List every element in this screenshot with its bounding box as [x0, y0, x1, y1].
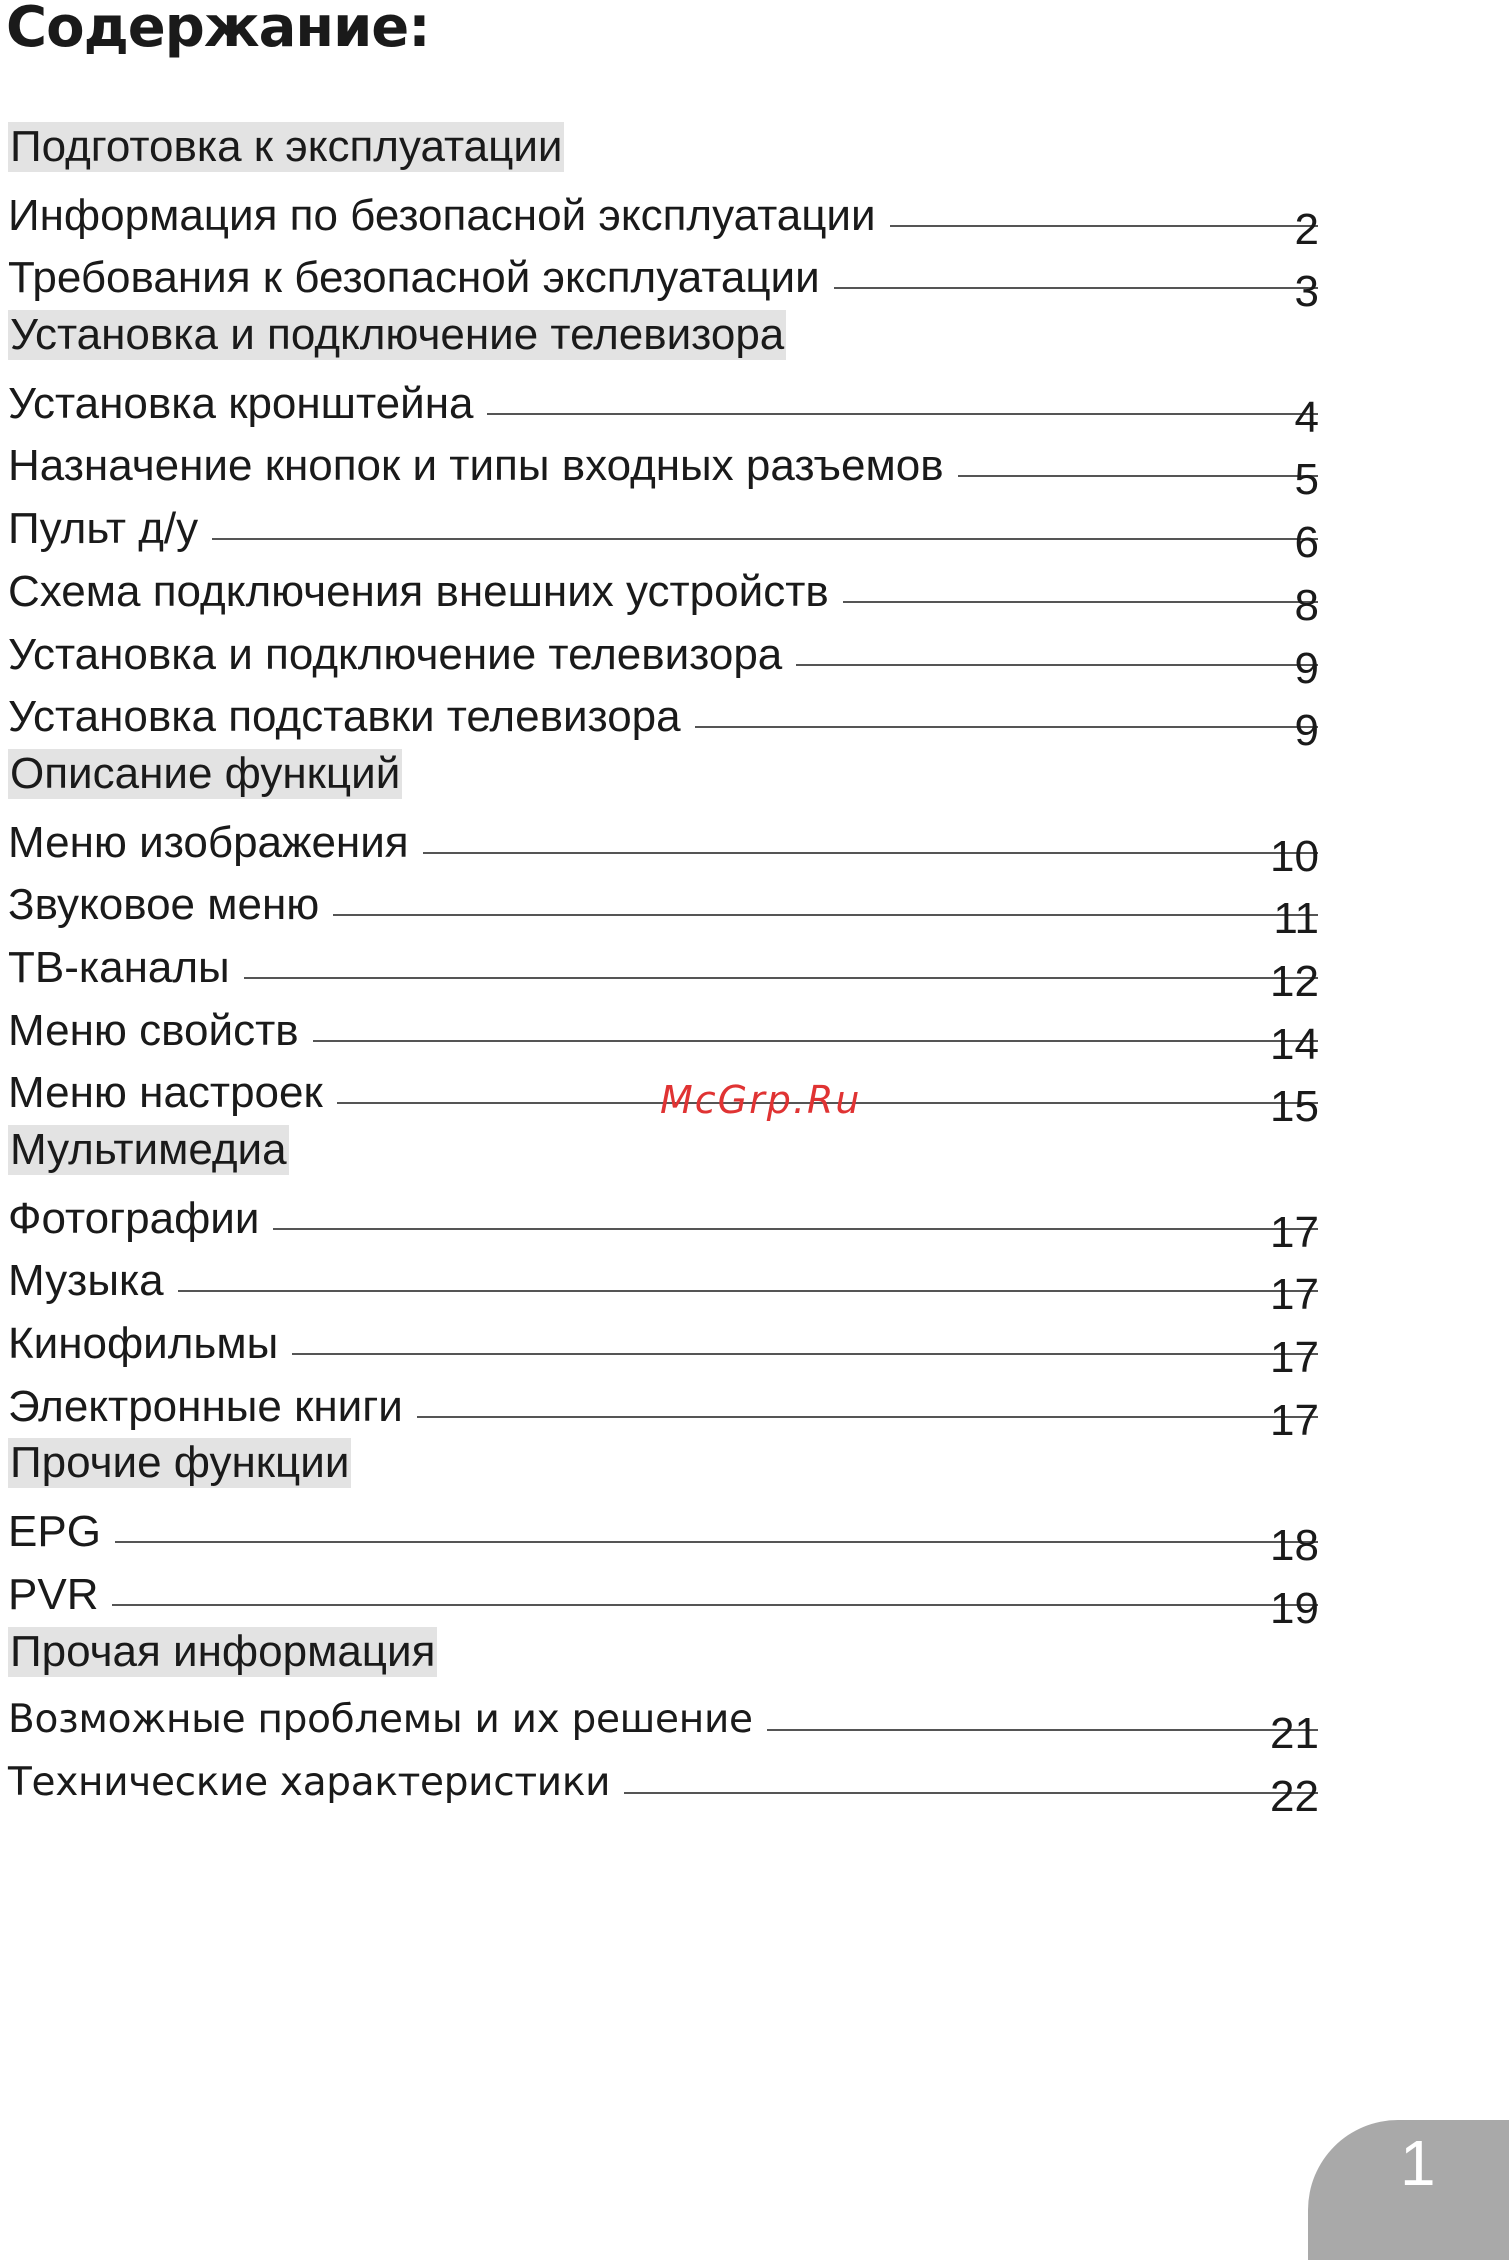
toc-entry-page-number: 12 [1270, 956, 1319, 1006]
toc-entry [8, 1313, 1318, 1369]
toc-leader-line [624, 1792, 1318, 1794]
toc-entry-label: Меню настроек [8, 1068, 323, 1118]
toc-entry-page-number: 17 [1270, 1270, 1319, 1320]
toc-leader-line [112, 1604, 1318, 1606]
page-title: Содержание: [6, 0, 430, 60]
toc-entry-row [0, 810, 1509, 881]
toc-entry-label: Музыка [8, 1256, 164, 1306]
toc-section-row [0, 120, 1509, 183]
toc-leader-line [890, 225, 1318, 227]
toc-leader-line [333, 914, 1318, 916]
toc-entry [8, 561, 1318, 617]
toc-entry-page-number: 9 [1294, 643, 1319, 693]
table-of-contents [0, 120, 1509, 1821]
page-number: 1 [1400, 2127, 1436, 2199]
toc-entry-page-number: 17 [1270, 1395, 1319, 1445]
toc-entry-label: Фотографии [8, 1193, 260, 1243]
toc-entry [8, 1376, 1318, 1432]
toc-leader-line [273, 1228, 1318, 1230]
toc-entry-label: Схема подключения внешних устройств [8, 566, 829, 616]
toc-entry [8, 247, 1318, 303]
toc-entry [8, 1188, 1318, 1244]
toc-leader-line [767, 1729, 1318, 1731]
toc-section-heading: Прочие функции [10, 1438, 350, 1488]
toc-entry-page-number: 8 [1294, 580, 1319, 630]
toc-leader-line [292, 1353, 1318, 1355]
toc-entry-label: Возможные проблемы и их решение [8, 1697, 753, 1743]
toc-entry-label: Пульт д/у [8, 504, 199, 554]
toc-section-heading: Подготовка к эксплуатации [10, 122, 563, 171]
toc-entry-page-number: 11 [1273, 894, 1319, 944]
toc-entry-row [0, 496, 1509, 568]
toc-entry-row [0, 1186, 1509, 1257]
toc-leader-line [796, 664, 1318, 666]
toc-entry-label: Установка кронштейна [8, 378, 474, 428]
toc-entry [8, 1752, 1318, 1808]
toc-entry-row [0, 1374, 1509, 1445]
toc-entry-page-number: 21 [1270, 1709, 1319, 1759]
toc-entry-page-number: 4 [1294, 392, 1319, 442]
toc-entry-row [0, 998, 1509, 1069]
toc-entry [8, 874, 1318, 930]
toc-section-heading: Прочая информация [10, 1626, 436, 1676]
toc-leader-line [212, 538, 1318, 540]
toc-entry-page-number: 14 [1270, 1019, 1319, 1069]
toc-entry-row [0, 1311, 1509, 1383]
toc-section-heading: Описание функций [10, 748, 401, 798]
toc-entry [8, 498, 1318, 554]
toc-entry-label: Звуковое меню [8, 880, 320, 930]
toc-entry-page-number: 10 [1270, 831, 1319, 881]
toc-entry-page-number: 15 [1270, 1082, 1319, 1132]
toc-leader-line [313, 1040, 1318, 1042]
toc-entry-row [0, 1750, 1509, 1821]
toc-section-row [0, 1123, 1509, 1186]
toc-entry-row [0, 935, 1509, 1006]
toc-entry-label: Установка подставки телевизора [8, 692, 681, 742]
toc-entry-row [0, 1562, 1509, 1633]
toc-section-row [0, 1625, 1509, 1688]
toc-entry-label: Назначение кнопок и типы входных разъемов [8, 441, 944, 491]
toc-entry [8, 373, 1318, 429]
toc-entry-label: ТВ-каналы [8, 942, 230, 992]
toc-entry-label: Установка и подключение телевизора [8, 629, 783, 679]
toc-entry-row [0, 1499, 1509, 1571]
toc-entry-page-number: 19 [1270, 1583, 1319, 1633]
toc-leader-line [843, 601, 1318, 603]
toc-leader-line [958, 475, 1318, 477]
toc-leader-line [115, 1541, 1318, 1543]
toc-entry-row [0, 684, 1509, 756]
toc-entry-row [0, 371, 1509, 442]
toc-entry-row [0, 1687, 1509, 1759]
toc-entry [8, 1250, 1318, 1306]
toc-leader-line [487, 413, 1318, 415]
toc-entry-label: Технические характеристики [8, 1759, 611, 1805]
toc-entry-page-number: 5 [1294, 455, 1319, 505]
toc-leader-line [244, 977, 1318, 979]
toc-entry [8, 1564, 1318, 1620]
toc-entry-label: Кинофильмы [8, 1319, 279, 1369]
toc-entry-row [0, 1248, 1509, 1320]
toc-entry-row [0, 245, 1509, 317]
toc-section-heading: Мультимедиа [10, 1125, 287, 1174]
toc-entry [8, 1501, 1318, 1557]
toc-entry-page-number: 3 [1294, 267, 1319, 317]
toc-entry-page-number: 6 [1294, 518, 1319, 568]
toc-leader-line [423, 852, 1318, 854]
toc-entry-label: Информация по безопасной эксплуатации [8, 190, 876, 240]
toc-entry-label: EPG [8, 1507, 101, 1557]
toc-entry [8, 937, 1318, 993]
toc-leader-line [695, 726, 1318, 728]
toc-entry-page-number: 18 [1270, 1521, 1319, 1571]
toc-entry-page-number: 17 [1270, 1333, 1319, 1383]
toc-entry-row [0, 872, 1509, 944]
toc-leader-line [834, 287, 1318, 289]
toc-entry-label: Меню изображения [8, 817, 409, 867]
toc-entry-page-number: 17 [1270, 1207, 1319, 1257]
toc-entry-row [0, 183, 1509, 254]
toc-section-row [0, 747, 1509, 810]
watermark-text: McGrp.Ru [660, 1078, 862, 1122]
toc-leader-line [417, 1416, 1318, 1418]
toc-entry-row [0, 559, 1509, 630]
toc-entry-page-number: 9 [1294, 706, 1319, 756]
toc-entry-row [0, 433, 1509, 505]
toc-entry-page-number: 22 [1270, 1771, 1319, 1821]
toc-section-row [0, 1436, 1509, 1499]
toc-entry-label: Требования к безопасной эксплуатации [8, 253, 820, 303]
toc-entry-label: Электронные книги [8, 1381, 403, 1431]
toc-section-heading: Установка и подключение телевизора [10, 310, 785, 360]
toc-entry [8, 624, 1318, 680]
toc-entry [8, 686, 1318, 742]
toc-entry-label: Меню свойств [8, 1005, 299, 1055]
toc-entry-label: PVR [8, 1569, 99, 1619]
toc-entry [8, 1000, 1318, 1056]
toc-entry-page-number: 2 [1294, 204, 1319, 254]
toc-entry-row [0, 622, 1509, 693]
toc-entry [8, 435, 1318, 491]
toc-entry [8, 185, 1318, 241]
toc-leader-line [178, 1290, 1318, 1292]
toc-entry [8, 812, 1318, 868]
toc-entry [8, 1689, 1318, 1745]
toc-section-row [0, 308, 1509, 371]
